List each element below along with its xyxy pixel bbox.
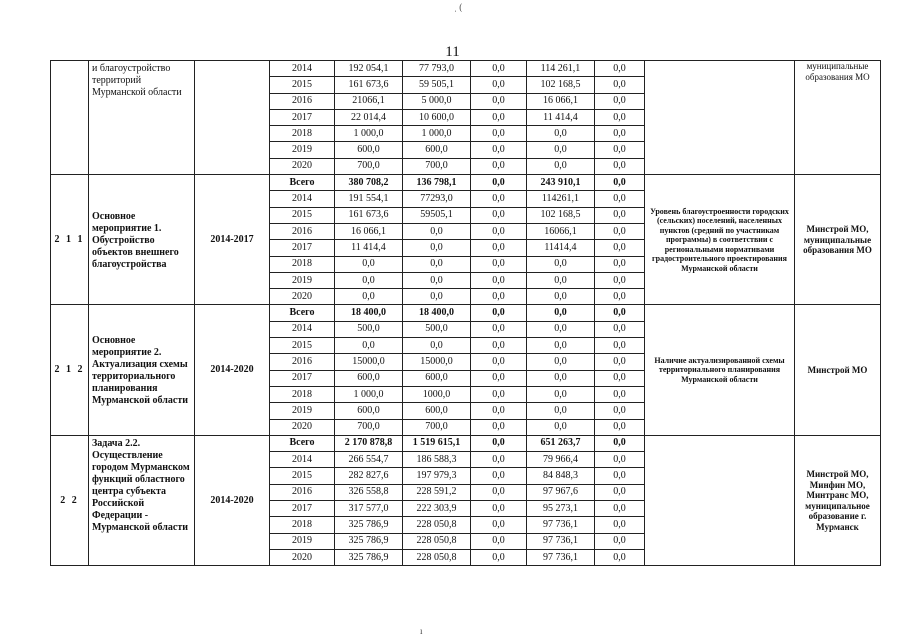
value-cell: 136 798,1 [403,175,471,191]
indicator: Наличие актуализированной схемы территориального планирования Мурманской области [645,305,795,435]
year-cell: 2016 [270,354,335,370]
value-cell: 0,0 [403,240,471,256]
value-cell: 0,0 [595,175,645,191]
total-row [51,435,881,451]
year-cell: 2017 [270,109,335,125]
value-cell: 0,0 [527,158,595,174]
value-cell: 0,0 [527,142,595,158]
value-cell: 0,0 [595,338,645,354]
year-cell: 2014 [270,321,335,337]
value-cell: 700,0 [335,158,403,174]
value-cell: 0,0 [403,256,471,272]
year-cell: 2016 [270,484,335,500]
value-cell: 1 000,0 [403,126,471,142]
value-cell: 0,0 [471,403,527,419]
value-cell: 600,0 [403,142,471,158]
value-cell: 97 736,1 [527,533,595,549]
value-cell: 0,0 [595,272,645,288]
value-cell: 380 708,2 [335,175,403,191]
value-cell: 97 736,1 [527,517,595,533]
value-cell: 0,0 [527,403,595,419]
value-cell: 0,0 [595,386,645,402]
value-cell: 0,0 [595,403,645,419]
value-cell: 102 168,5 [527,207,595,223]
value-cell: 700,0 [335,419,403,435]
value-cell: 1 000,0 [335,386,403,402]
value-cell: 95 273,1 [527,501,595,517]
value-cell: 0,0 [403,289,471,305]
value-cell: 197 979,3 [403,468,471,484]
value-cell: 0,0 [471,419,527,435]
value-cell: 59505,1 [403,207,471,223]
year-cell: 2018 [270,386,335,402]
value-cell: 325 786,9 [335,517,403,533]
value-cell: 0,0 [403,272,471,288]
value-cell: 0,0 [595,533,645,549]
value-cell: 700,0 [403,419,471,435]
value-cell: 2 170 878,8 [335,435,403,451]
value-cell: 0,0 [471,468,527,484]
value-cell: 0,0 [471,549,527,565]
value-cell: 0,0 [471,61,527,77]
value-cell: 11414,4 [527,240,595,256]
year-cell: 2017 [270,240,335,256]
value-cell: 192 054,1 [335,61,403,77]
value-cell: 0,0 [595,305,645,321]
year-cell: 2017 [270,501,335,517]
value-cell: 161 673,6 [335,77,403,93]
value-cell: 0,0 [471,207,527,223]
value-cell: 161 673,6 [335,207,403,223]
year-row [51,61,881,77]
value-cell: 11 414,4 [527,109,595,125]
year-cell: 2018 [270,256,335,272]
value-cell: 0,0 [595,501,645,517]
value-cell: 0,0 [595,142,645,158]
value-cell: 325 786,9 [335,549,403,565]
value-cell: 0,0 [471,501,527,517]
year-cell: 2015 [270,207,335,223]
value-cell: 0,0 [595,289,645,305]
value-cell: 0,0 [527,370,595,386]
row-code: 2 1 2 [51,305,89,435]
value-cell: 0,0 [471,223,527,239]
value-cell: 500,0 [335,321,403,337]
value-cell: 228 050,8 [403,549,471,565]
value-cell: 1 000,0 [335,126,403,142]
value-cell: 79 966,4 [527,452,595,468]
value-cell: 0,0 [595,207,645,223]
period: 2014-2020 [195,305,270,435]
year-cell: 2020 [270,419,335,435]
value-cell: 0,0 [595,419,645,435]
value-cell: 0,0 [527,126,595,142]
year-cell: 2015 [270,338,335,354]
value-cell: 0,0 [595,435,645,451]
value-cell: 700,0 [403,158,471,174]
period: 2014-2017 [195,175,270,305]
value-cell: 0,0 [471,370,527,386]
value-cell: 0,0 [471,338,527,354]
value-cell: 0,0 [471,126,527,142]
value-cell: 0,0 [527,305,595,321]
value-cell: 0,0 [403,223,471,239]
value-cell: 0,0 [471,386,527,402]
value-cell: 228 050,8 [403,533,471,549]
value-cell: 0,0 [527,256,595,272]
value-cell: 0,0 [471,533,527,549]
year-cell: 2017 [270,370,335,386]
activity-name: Основное мероприятие 1. Обустройство объектов внешнего благоустройства [89,175,195,305]
value-cell: 0,0 [471,517,527,533]
value-cell: 0,0 [471,272,527,288]
value-cell: 600,0 [403,403,471,419]
year-cell: Всего [270,305,335,321]
value-cell: 21066,1 [335,93,403,109]
value-cell: 114 261,1 [527,61,595,77]
year-cell: 2014 [270,452,335,468]
year-cell: 2014 [270,191,335,207]
value-cell: 500,0 [403,321,471,337]
value-cell: 77 793,0 [403,61,471,77]
value-cell: 97 967,6 [527,484,595,500]
indicator [645,61,795,175]
value-cell: 0,0 [471,93,527,109]
value-cell: 600,0 [335,370,403,386]
value-cell: 0,0 [595,321,645,337]
activity-name: Основное мероприятие 2. Актуализация схемы территориального планирования Мурманской области [89,305,195,435]
value-cell: 0,0 [403,338,471,354]
year-cell: 2015 [270,77,335,93]
value-cell: 0,0 [471,191,527,207]
value-cell: 222 303,9 [403,501,471,517]
value-cell: 15000,0 [335,354,403,370]
executor: Минстрой МО [795,305,881,435]
year-cell: 2019 [270,272,335,288]
value-cell: 0,0 [595,126,645,142]
value-cell: 1000,0 [403,386,471,402]
value-cell: 600,0 [335,142,403,158]
year-cell: 2020 [270,549,335,565]
year-cell: Всего [270,175,335,191]
value-cell: 0,0 [471,240,527,256]
value-cell: 186 588,3 [403,452,471,468]
value-cell: 0,0 [595,484,645,500]
value-cell: 243 910,1 [527,175,595,191]
value-cell: 0,0 [527,354,595,370]
value-cell: 5 000,0 [403,93,471,109]
year-cell: Всего [270,435,335,451]
value-cell: 22 014,4 [335,109,403,125]
scan-mark-bottom: ı [420,626,423,636]
value-cell: 0,0 [527,272,595,288]
value-cell: 1 519 615,1 [403,435,471,451]
value-cell: 16 066,1 [527,93,595,109]
value-cell: 18 400,0 [403,305,471,321]
page-number: 11 [445,44,460,60]
year-cell: 2018 [270,126,335,142]
value-cell: 651 263,7 [527,435,595,451]
value-cell: 97 736,1 [527,549,595,565]
value-cell: 0,0 [595,191,645,207]
value-cell: 0,0 [471,77,527,93]
period: 2014-2020 [195,435,270,565]
indicator [645,435,795,565]
indicator: Уровень благоустроенности городских (сельских) поселений, населенных пунктов (средний по участникам программы) в соответствии с региональными нормативами градостроительного проектирования Мурманской области [645,175,795,305]
value-cell: 16066,1 [527,223,595,239]
value-cell: 0,0 [471,109,527,125]
activity-name: и благоустройство территорий Мурманской области [89,61,195,175]
value-cell: 0,0 [527,338,595,354]
value-cell: 0,0 [471,452,527,468]
value-cell: 0,0 [595,468,645,484]
value-cell: 0,0 [335,289,403,305]
executor: Минстрой МО, Минфин МО, Минтранс МО, муниципальное образование г. Мурманск [795,435,881,565]
value-cell: 0,0 [471,256,527,272]
value-cell: 0,0 [527,419,595,435]
value-cell: 15000,0 [403,354,471,370]
executor: муниципальные образования МО [795,61,881,175]
year-cell: 2014 [270,61,335,77]
year-cell: 2019 [270,142,335,158]
value-cell: 317 577,0 [335,501,403,517]
year-cell: 2020 [270,158,335,174]
value-cell: 0,0 [471,435,527,451]
value-cell: 0,0 [595,370,645,386]
value-cell: 0,0 [471,321,527,337]
total-row [51,305,881,321]
row-code: 2 2 [51,435,89,565]
activity-name: Задача 2.2. Осуществление городом Мурманском функций областного центра субъекта Российской Федерации - Мурманской области [89,435,195,565]
value-cell: 282 827,6 [335,468,403,484]
value-cell: 191 554,1 [335,191,403,207]
year-cell: 2018 [270,517,335,533]
year-cell: 2019 [270,403,335,419]
value-cell: 0,0 [335,272,403,288]
value-cell: 0,0 [471,175,527,191]
value-cell: 326 558,8 [335,484,403,500]
value-cell: 0,0 [595,223,645,239]
value-cell: 0,0 [527,321,595,337]
value-cell: 0,0 [471,354,527,370]
value-cell: 0,0 [595,109,645,125]
value-cell: 59 505,1 [403,77,471,93]
value-cell: 77293,0 [403,191,471,207]
value-cell: 0,0 [595,256,645,272]
value-cell: 0,0 [595,354,645,370]
value-cell: 0,0 [471,142,527,158]
value-cell: 0,0 [471,158,527,174]
year-cell: 2015 [270,468,335,484]
value-cell: 0,0 [595,240,645,256]
value-cell: 114261,1 [527,191,595,207]
year-cell: 2020 [270,289,335,305]
value-cell: 0,0 [595,158,645,174]
value-cell: 325 786,9 [335,533,403,549]
value-cell: 84 848,3 [527,468,595,484]
program-table [50,60,881,566]
value-cell: 0,0 [595,452,645,468]
value-cell: 18 400,0 [335,305,403,321]
value-cell: 16 066,1 [335,223,403,239]
value-cell: 600,0 [335,403,403,419]
total-row [51,175,881,191]
value-cell: 0,0 [527,386,595,402]
executor: Минстрой МО, муниципальные образования МО [795,175,881,305]
value-cell: 10 600,0 [403,109,471,125]
value-cell: 11 414,4 [335,240,403,256]
value-cell: 0,0 [471,289,527,305]
value-cell: 0,0 [335,338,403,354]
value-cell: 0,0 [595,517,645,533]
value-cell: 228 591,2 [403,484,471,500]
value-cell: 0,0 [595,61,645,77]
value-cell: 228 050,8 [403,517,471,533]
value-cell: 0,0 [595,549,645,565]
value-cell: 0,0 [471,305,527,321]
row-code [51,61,89,175]
year-cell: 2016 [270,223,335,239]
year-cell: 2016 [270,93,335,109]
value-cell: 600,0 [403,370,471,386]
value-cell: 266 554,7 [335,452,403,468]
scan-mark-top: ˌ ( [454,2,463,12]
value-cell: 0,0 [595,93,645,109]
period [195,61,270,175]
value-cell: 0,0 [471,484,527,500]
value-cell: 102 168,5 [527,77,595,93]
value-cell: 0,0 [335,256,403,272]
row-code: 2 1 1 [51,175,89,305]
value-cell: 0,0 [527,289,595,305]
value-cell: 0,0 [595,77,645,93]
year-cell: 2019 [270,533,335,549]
